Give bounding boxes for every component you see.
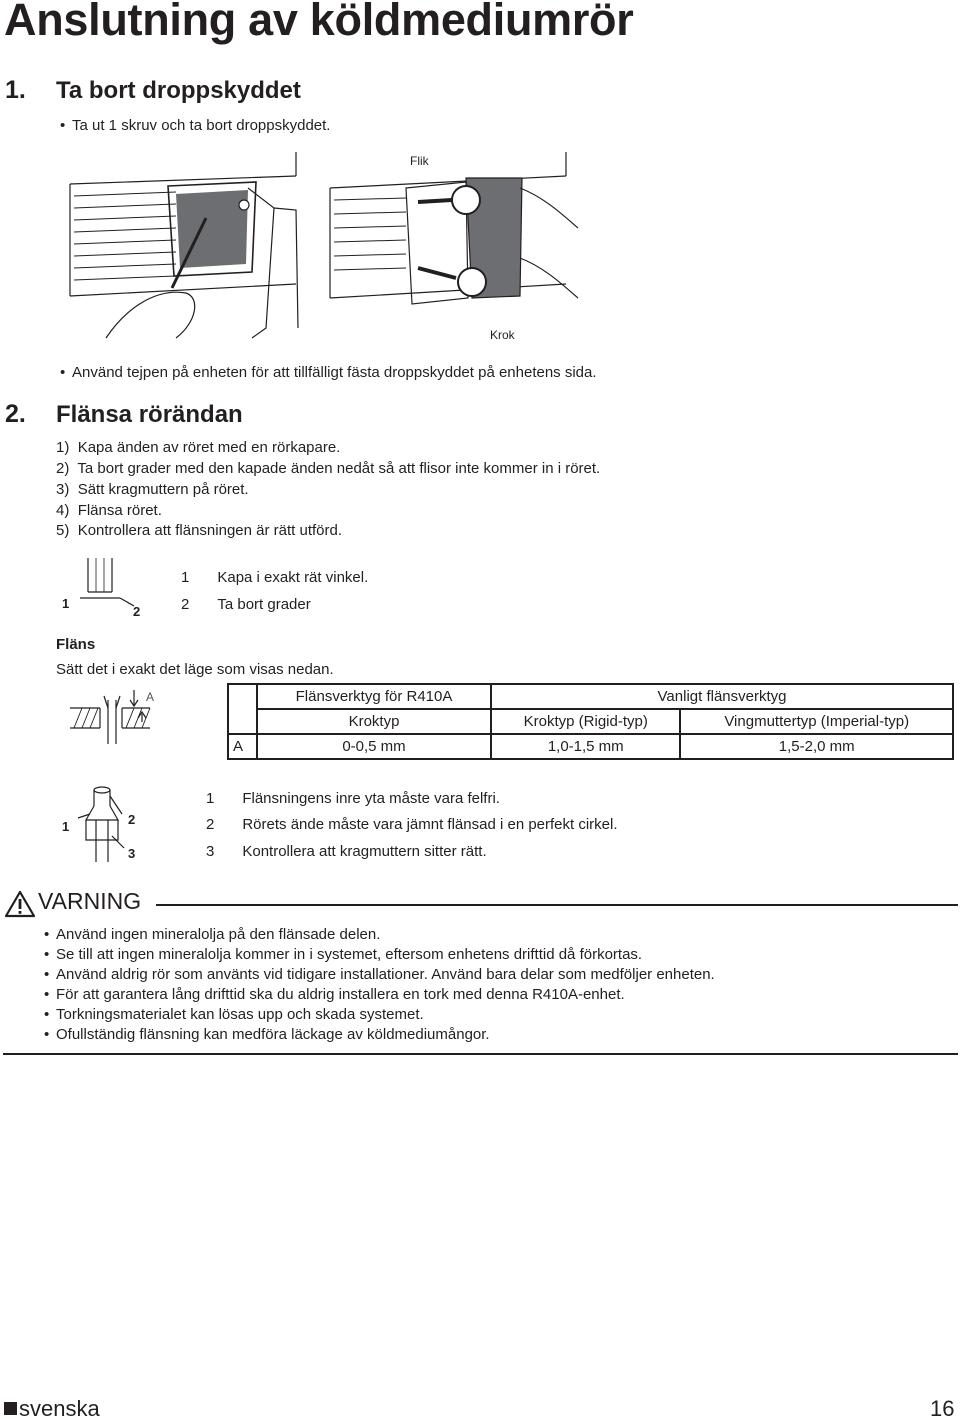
footer-square-icon (4, 1402, 17, 1415)
list-item: • För att garantera lång drifttid ska du aldrig installera en tork med denna R410A-enhet. (56, 985, 715, 1005)
warning-icon (4, 890, 36, 918)
table-cell-value: 1,5-2,0 mm (680, 734, 953, 759)
flare-check-diagram (60, 776, 150, 866)
section2-title: Flänsa rörändan (56, 401, 243, 428)
flare-instruction: Sätt det i exakt det läge som visas nedan. (56, 661, 334, 678)
footer-language: svenska (19, 1396, 100, 1421)
check-fig-label-2: 2 (128, 812, 136, 827)
cut-note-1: 1 Kapa i exakt rät vinkel. (181, 569, 369, 586)
table-cell-kroktyp: Kroktyp (257, 709, 491, 734)
drip-guard-illustration (66, 148, 586, 348)
step-4: 4) Flänsa röret. (56, 502, 162, 519)
list-item: • Torkningsmaterialet kan lösas upp och skada systemet. (56, 1005, 715, 1025)
pipe-cut-diagram (60, 556, 160, 616)
label-flik: Flik (410, 154, 429, 168)
warning-divider (156, 904, 958, 906)
section1-bullet2: • Använd tejpen på enheten för att tillfälligt fästa droppskyddet på enhetens sida. (72, 364, 597, 381)
warning-title: VARNING (38, 888, 142, 914)
table-header-row-2 (228, 709, 953, 734)
table-cell-vingmuttertyp: Vingmuttertyp (Imperial-typ) (680, 709, 953, 734)
warning-list (56, 925, 715, 1045)
list-item: • Se till att ingen mineralolja kommer in i systemet, eftersom enhetens drifttid då förkortas. (56, 945, 715, 965)
list-item: • Ofullständig flänsning kan medföra läckage av köldmediumångor. (56, 1025, 715, 1045)
check-note-3: 3 Kontrollera att kragmuttern sitter rätt. (206, 843, 487, 860)
flare-heading: Fläns (56, 636, 96, 653)
page-number: 16 (930, 1396, 955, 1421)
list-item: • Använd ingen mineralolja på den flänsade delen. (56, 925, 715, 945)
check-note-1: 1 Flänsningens inre yta måste vara felfri. (206, 790, 500, 807)
warning-bottom-divider (3, 1053, 958, 1055)
page-title: Anslutning av köldmediumrör (4, 0, 634, 45)
section1-number: 1. (5, 76, 26, 104)
table-cell-a: A (228, 734, 257, 759)
step-2: 2) Ta bort grader med den kapade änden nedåt så att flisor inte kommer in i röret. (56, 460, 601, 477)
table-cell-value: 0-0,5 mm (257, 734, 491, 759)
step-5: 5) Kontrollera att flänsningen är rätt utförd. (56, 522, 343, 539)
cut-fig-label-2: 2 (133, 604, 141, 619)
cut-fig-label-1: 1 (62, 596, 70, 611)
check-fig-label-3: 3 (128, 846, 136, 861)
section1-title: Ta bort droppskyddet (56, 77, 301, 104)
section2-number: 2. (5, 400, 26, 428)
table-cell-empty (228, 684, 257, 734)
flare-fig-label-a: A (146, 690, 155, 704)
step-3: 3) Sätt kragmuttern på röret. (56, 481, 249, 498)
check-note-2: 2 Rörets ände måste vara jämnt flänsad i en perfekt cirkel. (206, 816, 618, 833)
table-cell-standard-tool: Vanligt flänsverktyg (491, 684, 953, 709)
step-1: 1) Kapa änden av röret med en rörkapare. (56, 439, 341, 456)
table-cell-value: 1,0-1,5 mm (491, 734, 680, 759)
flare-table (227, 683, 954, 760)
section1-bullet1: • Ta ut 1 skruv och ta bort droppskyddet. (72, 117, 330, 134)
table-row (228, 734, 953, 759)
list-item: • Använd aldrig rör som använts vid tidigare installationer. Använd bara delar som medföljer enheten. (56, 965, 715, 985)
label-krok: Krok (490, 328, 515, 342)
table-cell-r410a-tool: Flänsverktyg för R410A (257, 684, 491, 709)
cut-note-2: 2 Ta bort grader (181, 596, 311, 613)
check-fig-label-1: 1 (62, 819, 70, 834)
table-header-row-1 (228, 684, 953, 709)
table-cell-kroktyp-rigid: Kroktyp (Rigid-typ) (491, 709, 680, 734)
